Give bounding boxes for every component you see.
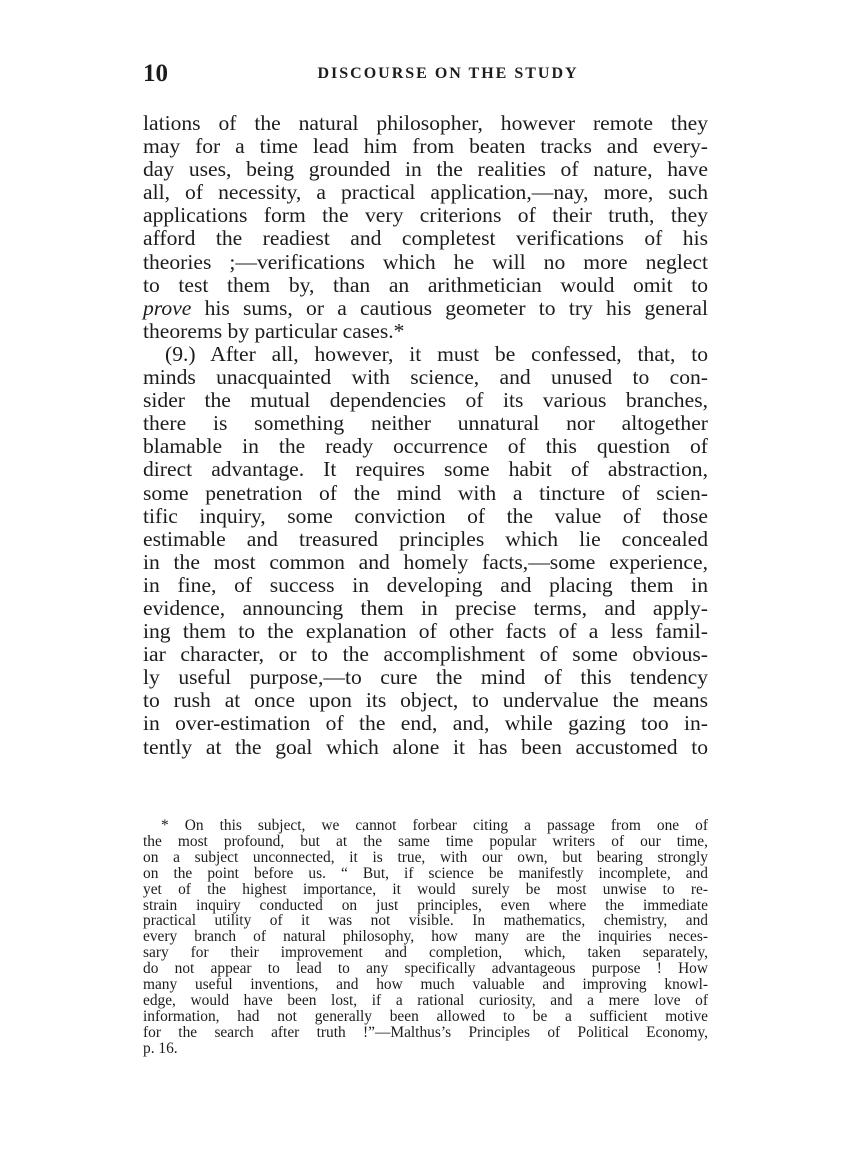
body-text [143, 112, 708, 759]
body-line: tific inquiry, some conviction of the value of those [143, 503, 708, 528]
body-line: may for a time lead him from beaten tracks and every- [143, 134, 708, 159]
body-line: direct advantage. It requires some habit of abstraction, [143, 457, 708, 482]
footnote-line: many useful inventions, and how much valuable and improving knowl- [143, 976, 708, 994]
running-head [143, 60, 713, 90]
body-line: lations of the natural philosopher, however remote they [143, 111, 708, 135]
body-line: there is something neither unnatural nor altogether [143, 411, 708, 436]
body-line: day uses, being grounded in the realities of nature, have [143, 157, 708, 182]
body-line: theories ;—verifications which he will no more neglect [143, 249, 708, 274]
body-line-rest: his sums, or a cautious geometer to try his general [191, 295, 708, 320]
body-line: all, of necessity, a practical application,—nay, more, such [143, 180, 708, 205]
body-line: ly useful purpose,—to cure the mind of this tendency [143, 665, 708, 690]
footnote-line: sary for their improvement and completion, which, taken separately, [143, 944, 708, 962]
footnote-line: * On this subject, we cannot forbear citing a passage from one of [161, 817, 708, 834]
body-line: some penetration of the mind with a tincture of scien- [143, 480, 708, 505]
body-line: afford the readiest and completest verifications of his [143, 226, 708, 251]
body-line: estimable and treasured principles which lie concealed [143, 526, 708, 551]
body-line: in the most common and homely facts,—some experience, [143, 549, 708, 574]
footnote-line: strain inquiry conducted on just principles, even where the immediate [143, 896, 708, 914]
footnote-line: on a subject unconnected, it is true, with our own, but bearing strongly [143, 848, 708, 866]
footnote-line: do not appear to lead to any specifically advantageous purpose ! How [143, 960, 708, 978]
footnote-line: the most profound, but at the same time popular writers of our time, [143, 832, 708, 850]
footnote [143, 818, 708, 1057]
body-line: applications form the very criterions of their truth, they [143, 203, 708, 228]
footnote-line: on the point before us. “ But, if science be manifestly incomplete, and [143, 864, 708, 882]
footnote-line: every branch of natural philosophy, how many are the inquiries neces- [143, 928, 708, 946]
running-title: DISCOURSE ON THE STUDY [317, 65, 579, 82]
body-line: tently at the goal which alone it has been accustomed to [143, 734, 708, 759]
body-line: sider the mutual dependencies of its various branches, [143, 388, 708, 413]
body-line: blamable in the ready occurrence of this question of [143, 434, 708, 459]
page-number: 10 [143, 60, 168, 87]
body-line: ing them to the explanation of other facts of a less famil- [143, 619, 708, 644]
footnote-line: information, had not generally been allowed to be a sufficient motive [143, 1007, 708, 1025]
footnote-line: p. 16. [143, 1039, 178, 1057]
footnote-line: edge, would have been lost, if a rational curiosity, and a mere love of [143, 991, 708, 1009]
paragraph-start-line: (9.) After all, however, it must be confessed, that, to [165, 341, 708, 366]
footnote-line: practical utility of it was not visible. In mathematics, chemistry, and [143, 912, 708, 930]
body-line: minds unacquainted with science, and unused to con- [143, 365, 708, 390]
body-line: evidence, announcing them in precise terms, and apply- [143, 595, 708, 620]
body-line [143, 297, 708, 320]
footnote-line: yet of the highest importance, it would surely be most unwise to re- [143, 880, 708, 898]
body-line: iar character, or to the accomplishment of some obvious- [143, 642, 708, 667]
footnote-line: for the search after truth !”—Malthus’s Principles of Political Economy, [143, 1023, 708, 1041]
body-line: theorems by particular cases.* [143, 318, 405, 343]
body-line: to test them by, than an arithmetician would omit to [143, 272, 708, 297]
italic-word: prove [143, 295, 192, 320]
body-line: in over-estimation of the end, and, while gazing too in- [143, 711, 708, 736]
body-line: to rush at once upon its object, to undervalue the means [143, 688, 708, 713]
body-line: in fine, of success in developing and placing them in [143, 572, 708, 597]
